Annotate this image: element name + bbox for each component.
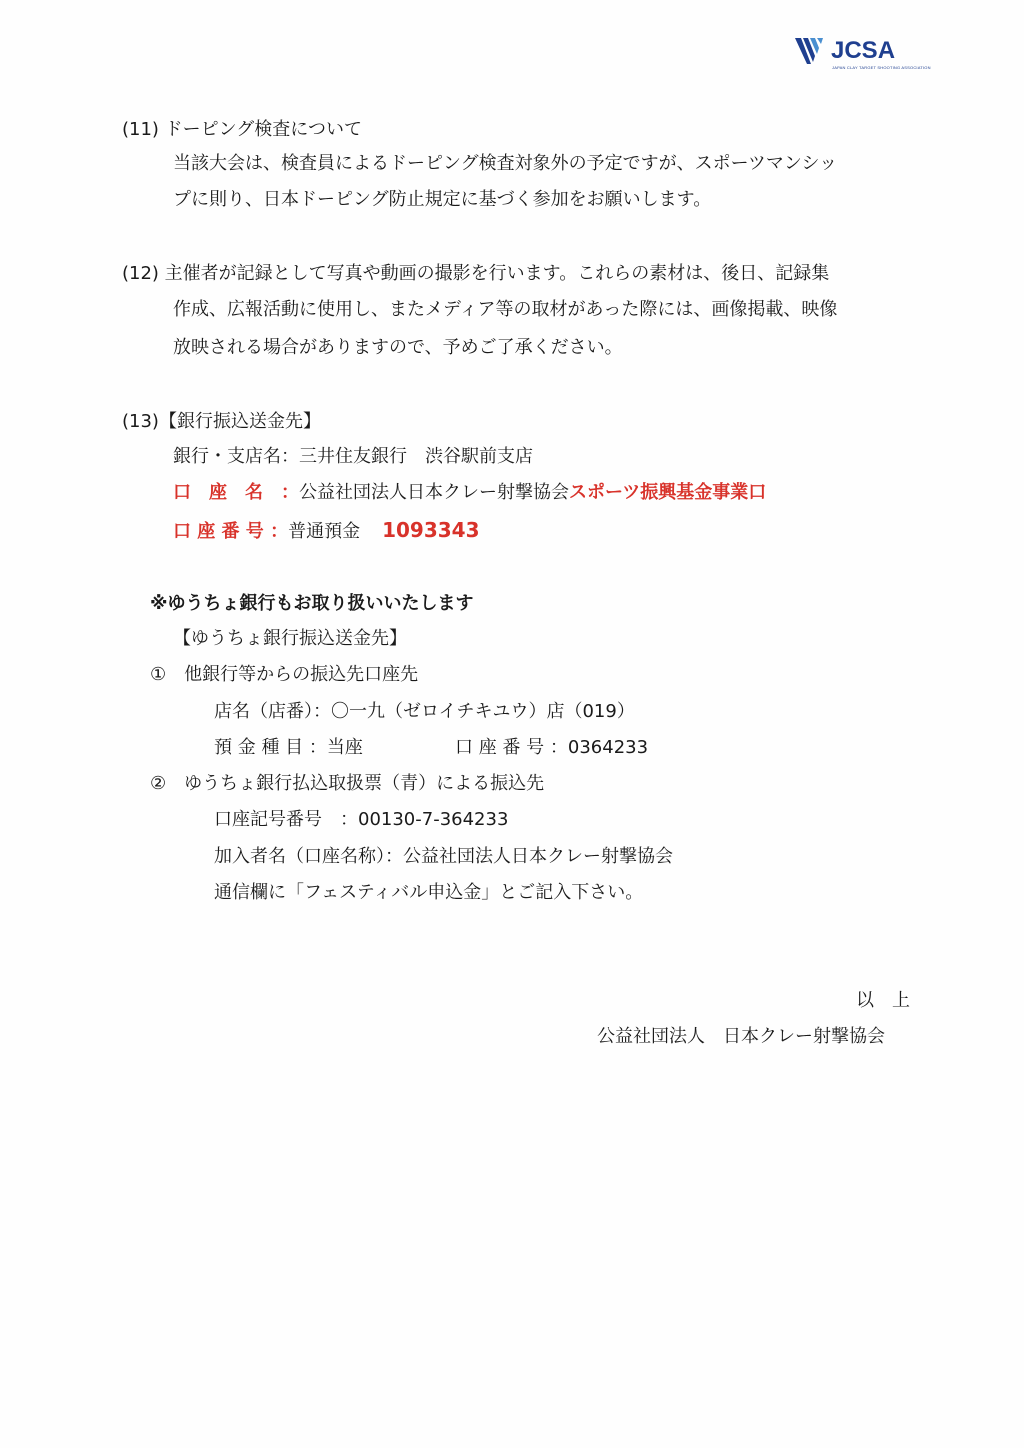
account-number-value: 1093343 <box>382 518 480 542</box>
bank-branch-row <box>173 445 533 469</box>
account-name-value: 公益社団法人日本クレー射撃協会 <box>299 482 569 503</box>
jcsa-logo <box>795 36 931 76</box>
yucho-item-2-note: 通信欄に「フェスティバル申込金」とご記入下さい。 <box>214 882 644 903</box>
yucho-item-2-holder: 加入者名（口座名称）：公益社団法人日本クレー射撃協会 <box>214 846 673 867</box>
yucho-item-2-code: 口座記号番号 ：00130-7-364233 <box>214 809 509 830</box>
account-name-label: 口 座 名 ： <box>173 482 299 503</box>
closing-organization: 公益社団法人 日本クレー射撃協会 <box>597 1026 885 1047</box>
section-12-line-1: (12) 主催者が記録として写真や動画の撮影を行います。これらの素材は、後日、記録集 <box>122 263 830 284</box>
section-11-heading: (11) ドーピング検査について <box>122 119 362 140</box>
account-name-row <box>173 481 766 505</box>
yucho-item-1-number: 口 座 番 号 ：0364233 <box>455 737 649 758</box>
yucho-note: ※ゆうちょ銀行もお取り扱いいたします <box>150 593 474 614</box>
yucho-item-2-title: ② ゆうちょ銀行払込取扱票（青）による振込先 <box>150 773 545 794</box>
section-11-line-2: プに則り、日本ドーピング防止規定に基づく参加をお願いします。 <box>173 189 712 210</box>
bank-branch-label: 銀行・支店名： <box>173 446 299 467</box>
account-number-row <box>173 518 480 544</box>
yucho-heading: 【ゆうちょ銀行振込送金先】 <box>173 628 407 649</box>
yucho-item-1-title: ① 他銀行等からの振込先口座先 <box>150 664 419 685</box>
yucho-item-1-shop: 店名（店番）：〇一九（ゼロイチキユウ）店（019） <box>214 701 635 722</box>
section-12-line-2: 作成、広報活動に使用し、またメディア等の取材があった際には、画像掲載、映像 <box>173 299 838 320</box>
account-number-type: 普通預金 <box>288 521 361 542</box>
account-number-label: 口 座 番 号 ： <box>173 521 289 542</box>
section-13-heading: (13)【銀行振込送金先】 <box>122 411 321 432</box>
account-name-suffix: スポーツ振興基金事業口 <box>569 482 767 503</box>
section-11-line-1: 当該大会は、検査員によるドーピング検査対象外の予定ですが、スポーツマンシッ <box>173 153 838 174</box>
section-12-line-3: 放映される場合がありますので、予めご了承ください。 <box>173 337 623 358</box>
logo-text: JCSA <box>831 37 896 64</box>
logo-subtitle: JAPAN CLAY TARGET SHOOTING ASSOCIATION <box>832 65 931 70</box>
closing-end: 以 上 <box>856 990 910 1011</box>
yucho-item-1-type: 預 金 種 目 ：当座 <box>214 737 363 758</box>
bank-branch-value: 三井住友銀行 渋谷駅前支店 <box>299 446 533 467</box>
logo-stripes-icon <box>795 36 831 66</box>
